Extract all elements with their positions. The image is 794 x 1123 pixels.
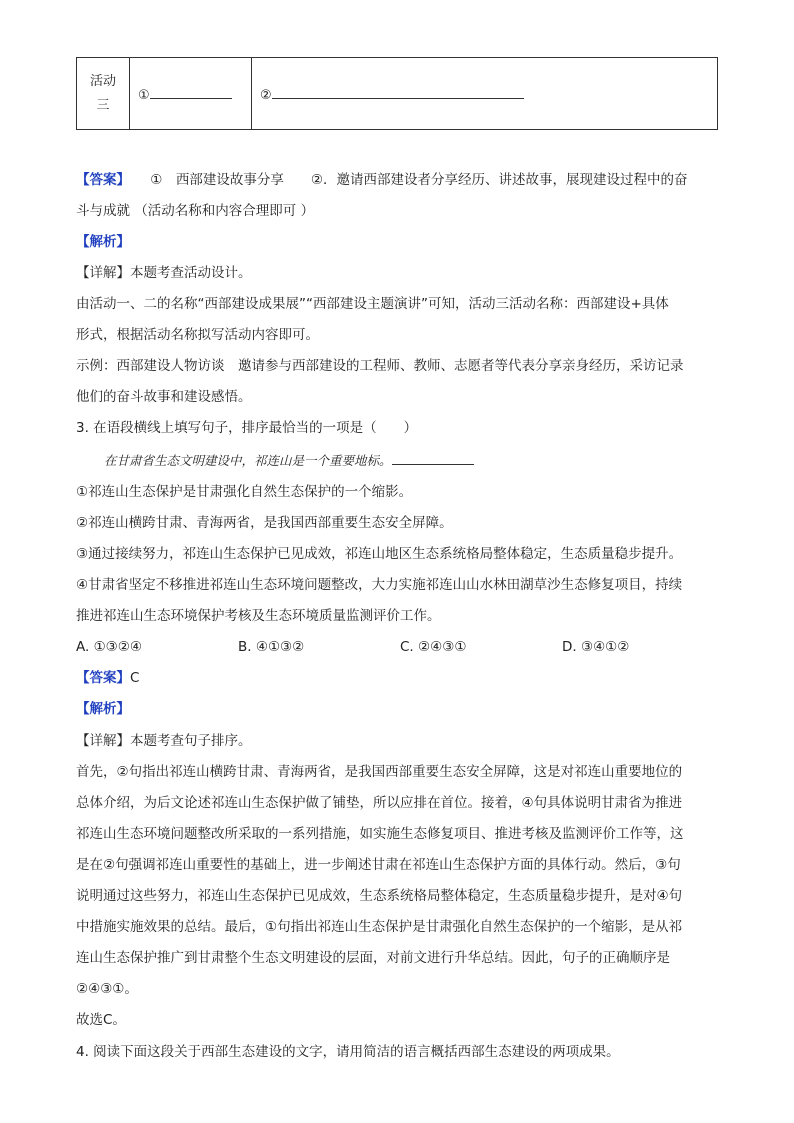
- q3-body-line-5: 说明通过这些努力，祁连山生态保护已见成效，生态系统格局整体稳定，生态质量稳步提升，是对④句: [76, 888, 683, 904]
- q3-conclusion: 故选C。: [76, 1012, 126, 1028]
- q3-option-d: D. ③④①②: [562, 639, 630, 655]
- q3-body-line-2: 总体介绍，为后文论述祁连山生态保护做了铺垫，所以应排在首位。接着，④句具体说明甘肃省为推进: [76, 795, 683, 811]
- activity-label-cell: [77, 58, 130, 130]
- q3-answer-value: C: [130, 670, 140, 686]
- q4-stem: 4. 阅读下面这段关于西部生态建设的文字，请用简洁的语言概括西部生态建设的两项成果。: [76, 1044, 620, 1060]
- q3-detail-text: 本题考查句子排序。: [130, 733, 252, 749]
- q3-sentence-4-line-2: 推进祁连山生态环境保护考核及生态环境质量监测评价工作。: [76, 608, 441, 624]
- q2-body-line-2: 形式，根据活动名称拟写活动内容即可。: [76, 327, 319, 343]
- q3-detail-tag: 【详解】: [76, 733, 130, 749]
- q3-body-line-4: 是在②句强调祁连山重要性的基础上，进一步阐述甘肃在祁连山生态保护方面的具体行动。然后，③句: [76, 857, 681, 873]
- q3-option-a: A. ①③②④: [76, 639, 142, 655]
- q3-answer-line: [76, 668, 139, 688]
- q3-option-c: C. ②④③①: [400, 639, 467, 655]
- blank-1-prefix: ①: [138, 88, 150, 103]
- q3-sentence-4-line-1: ④甘肃省坚定不移推进祁连山生态环境问题整改，大力实施祁连山山水林田湖草沙生态修复项目，持续: [76, 577, 683, 593]
- activity-label-top: 活动: [89, 73, 116, 89]
- q3-body-line-8: ②④③①。: [76, 981, 138, 997]
- q2-body-line-1: 由活动一、二的名称“西部建设成果展”“西部建设主题演讲”可知，活动三活动名称：西部建设+具体: [76, 296, 669, 312]
- q2-example-line-1: 示例：西部建设人物访谈 邀请参与西部建设的工程师、教师、志愿者等代表分享亲身经历，采访记录: [76, 358, 684, 374]
- blank-2-prefix: ②: [260, 88, 272, 103]
- blank-1-line: [150, 84, 232, 99]
- q3-body-line-7: 连山生态保护推广到甘肃整个生态文明建设的层面，对前文进行升华总结。因此，句子的正确顺序是: [76, 950, 670, 966]
- q3-sentence-2: ②祁连山横跨甘肃、青海两省，是我国西部重要生态安全屏障。: [76, 515, 453, 531]
- q2-answer-line-1: [76, 170, 687, 190]
- q3-option-b: B. ④①③②: [238, 639, 305, 655]
- q3-passage: [104, 450, 474, 471]
- q3-body-line-3: 祁连山生态环境问题整改所采取的一系列措施，如实施生态修复项目、推进考核及监测评价工作等，这: [76, 826, 684, 842]
- q3-analysis-tag: 【解析】: [76, 701, 130, 717]
- q3-sentence-3: ③通过接续努力，祁连山生态保护已见成效，祁连山地区生态系统格局整体稳定，生态质量稳步提升。: [76, 546, 683, 562]
- q2-answer-line-2: 斗与成就 （活动名称和内容合理即可 ）: [76, 203, 315, 219]
- q3-body-line-6: 中措施实施效果的总结。最后，①句指出祁连山生态保护是甘肃强化自然生态保护的一个缩影，是从祁: [76, 919, 683, 935]
- activity-content-cell: [252, 58, 718, 130]
- detail-tag: 【详解】: [76, 265, 130, 281]
- q2-detail-line: [76, 263, 252, 283]
- q2-answer-text-1: ① 西部建设故事分享 ②．邀请西部建设者分享经历、讲述故事，展现建设过程中的奋: [123, 172, 688, 188]
- q3-body-line-1: 首先，②句指出祁连山横跨甘肃、青海两省，是我国西部重要生态安全屏障，这是对祁连山重要地位的: [76, 764, 683, 780]
- q3-detail-line: [76, 731, 252, 751]
- q3-stem: 3. 在语段横线上填写句子，排序最恰当的一项是（ ）: [76, 420, 418, 436]
- q3-answer-tag: 【答案】: [76, 670, 130, 686]
- activity-table: [76, 57, 718, 130]
- q2-analysis-tag: 【解析】: [76, 234, 130, 250]
- activity-row-3: [77, 58, 718, 130]
- blank-2-line: [272, 84, 524, 99]
- q2-detail-text: 本题考查活动设计。: [130, 265, 252, 281]
- q3-sentence-1: ①祁连山生态保护是甘肃强化自然生态保护的一个缩影。: [76, 484, 413, 500]
- q2-example-line-2: 他们的奋斗故事和建设感悟。: [76, 389, 252, 405]
- activity-label-bottom: 三: [96, 97, 110, 113]
- answer-tag: 【答案】: [76, 172, 124, 188]
- q3-passage-blank: [392, 450, 474, 465]
- q3-passage-text: 在甘肃省生态文明建设中，祁连山是一个重要地标。: [104, 453, 392, 468]
- activity-name-cell: [130, 58, 252, 130]
